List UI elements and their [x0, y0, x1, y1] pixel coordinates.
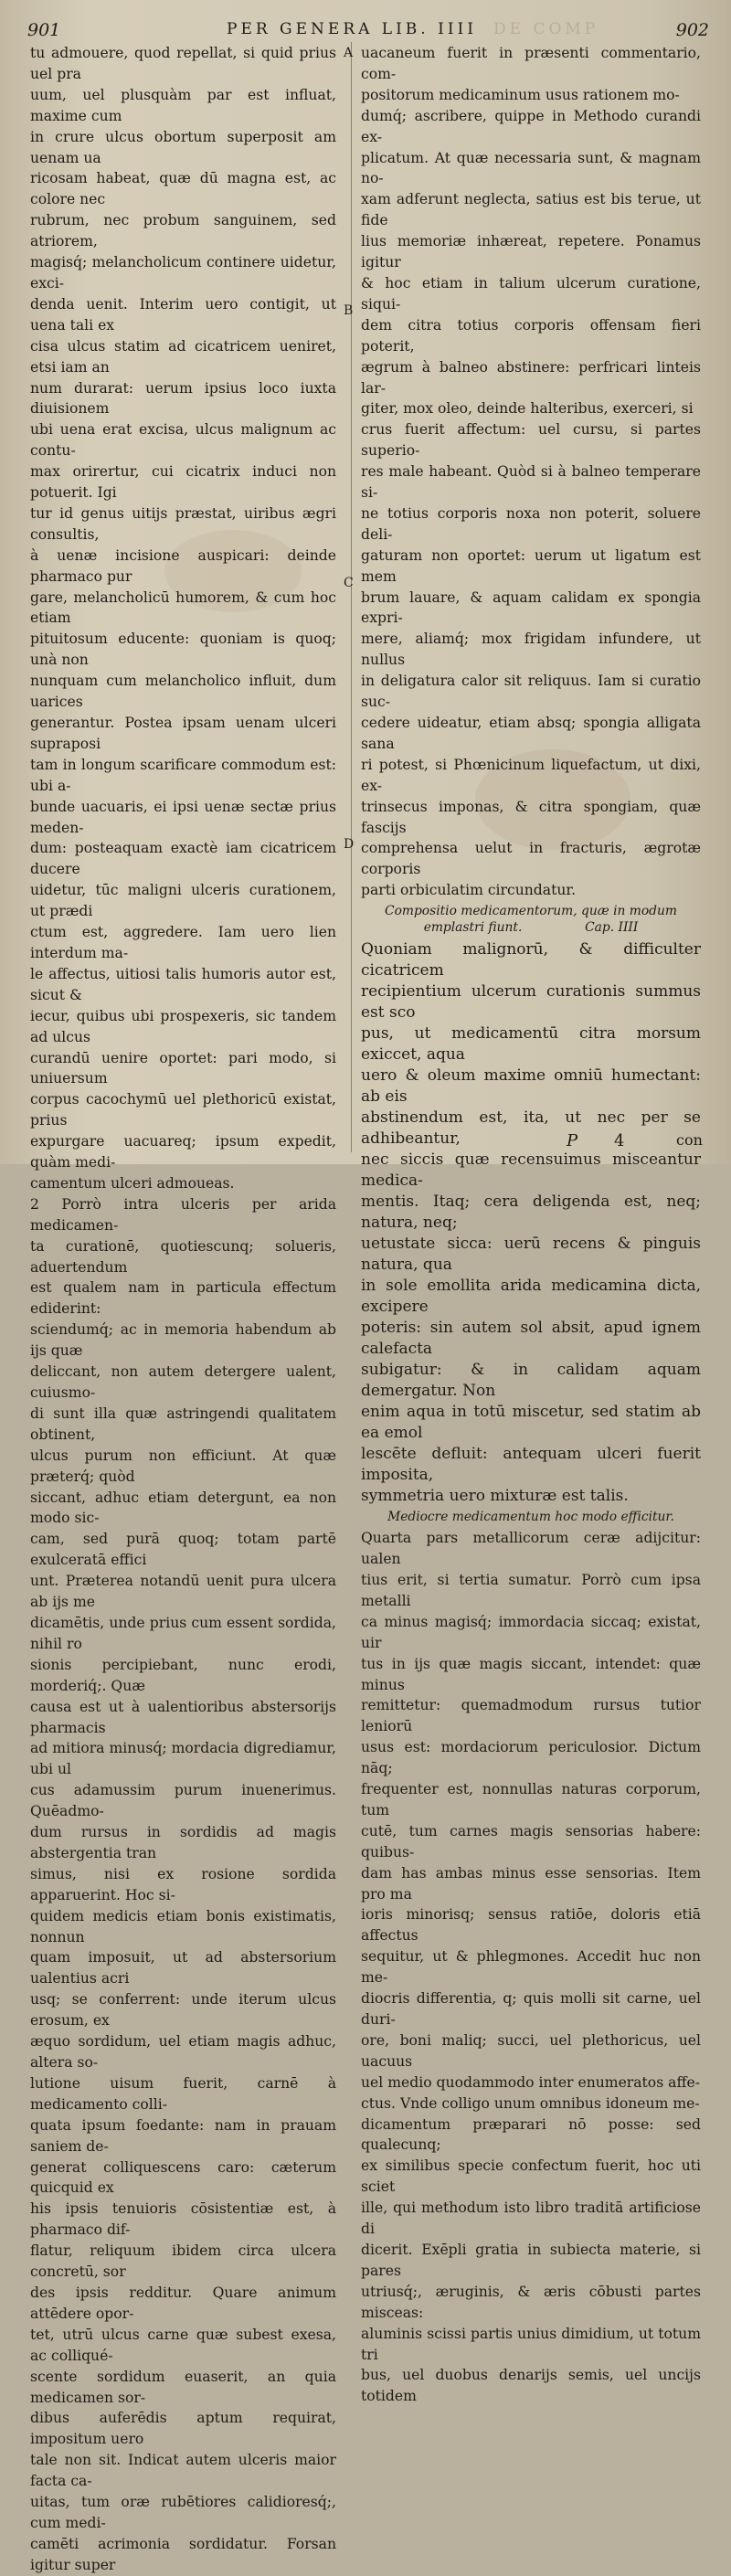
text-line: ex similibus specie confectum fuerit, hoc uti sciet [361, 2157, 701, 2196]
text-line: sciendumq́; ac in memoria habendum ab ijs quæ [30, 1321, 336, 1360]
text-line: & hoc etiam in talium ulcerum curatione, siqui- [361, 274, 701, 313]
text-line: remittetur: quemadmodum rursus tutior leniorū [361, 1697, 701, 1735]
text-line: in crure ulcus obortum superposit am uenam ua [30, 128, 336, 166]
margin-letter-d: D [344, 837, 355, 852]
text-line: nec siccis quæ recensuimus misceantur medica- [361, 1150, 701, 1191]
text-line: ulcus purum non efficiunt. At quæ præterq́; quòd [30, 1447, 336, 1485]
text-line: rubrum, nec probum sanguinem, sed atriorem, [30, 212, 336, 250]
right-bottom-text [361, 1528, 701, 2407]
text-line: crus fuerit affectum: uel cursu, si partes superio- [361, 421, 701, 460]
text-line: ioris minorisq; sensus ratiōe, doloris etiā affectus [361, 1906, 701, 1945]
text-line: bunde uacuaris, ei ipsi uenæ sectæ prius meden- [30, 798, 336, 836]
signature-number: 4 [614, 1131, 625, 1150]
bleed-through-text: DE COMP [493, 20, 599, 38]
text-line: uero & oleum maxime omniū humectant: ab eis [361, 1066, 701, 1107]
text-line: ore, boni maliq; succi, uel plethoricus, uel uacuus [361, 2031, 701, 2070]
text-line: plicatum. At quæ necessaria sunt, & magnam no- [361, 149, 701, 187]
text-line: dem citra totius corporis offensam fieri poterit, [361, 316, 701, 355]
text-line: tur id genus uitijs præstat, uiribus ægri consultis, [30, 504, 336, 543]
text-line: uacaneum fuerit in præsenti commentario, com- [361, 45, 701, 82]
text-line: gare, melancholicū humorem, & cum hoc etiam [30, 588, 336, 627]
text-line: dibus auferēdis aptum requirat, impositum uero [30, 2410, 336, 2448]
text-line: pus, ut medicamentū citra morsum exiccet, aqua [361, 1024, 701, 1065]
text-line: mentis. Itaq; cera deligenda est, neq; natura, neq; [361, 1193, 701, 1233]
text-line: flatur, reliquum ibidem circa ulcera concretū, sor [30, 2242, 336, 2281]
text-line: giter, mox oleo, deinde halteribus, exerceri, si [361, 400, 694, 418]
text-line: cutē, tum carnes magis sensorias habere: quibus- [361, 1822, 701, 1860]
right-top-text [361, 43, 701, 901]
text-line: lutione uisum fuerit, carnē à medicamento colli- [30, 2074, 336, 2113]
folio-number-right: 902 [675, 20, 709, 40]
text-line: cus adamussim purum inuenerimus. Quēadmo- [30, 1782, 336, 1820]
chapter-heading-line: Compositio medicamentorum, quæ in modum [385, 904, 677, 919]
text-line: xam adferunt neglecta, satius est bis terue, ut fide [361, 191, 701, 229]
margin-letter-a: A [344, 46, 354, 60]
text-line: sionis percipiebant, nunc erodi, morderiq́;. Quæ [30, 1656, 336, 1694]
text-line: usq; se conferrent: unde iterum ulcus erosum, ex [30, 1991, 336, 2030]
chapter-heading [361, 903, 701, 936]
text-line: ne totius corporis noxa non poterit, soluere deli- [361, 504, 701, 543]
text-line: siccant, adhuc etiam detergunt, ea non modo sic- [30, 1489, 336, 1527]
text-line: ri potest, si Phœnicinum liquefactum, ut dixi, ex- [361, 756, 701, 794]
text-line: cam, sed purā quoq; totam partē exulceratā effici [30, 1531, 336, 1569]
right-text-column [361, 43, 701, 2405]
text-line: brum lauare, & aquam calidam ex spongia expri- [361, 588, 701, 627]
text-line: parti orbiculatim circundatur. [361, 882, 577, 899]
text-line: utriusq́;, æruginis, & æris cōbusti partes misceas: [361, 2283, 701, 2321]
text-line: diocris differentia, q; quis molli sit carne, uel duri- [361, 1990, 701, 2028]
text-line: tale non sit. Indicat autem ulceris maior facta ca- [30, 2452, 336, 2490]
text-line: num durarat: uerum ipsius loco iuxta diuisionem [30, 379, 336, 418]
text-line: quidem medicis etiam bonis existimatis, nonnun [30, 1907, 336, 1945]
column-divider [351, 42, 352, 1152]
text-line: uel medio quodammodo inter enumeratos affe- [361, 2073, 701, 2091]
text-line: enim aqua in totū miscetur, sed statim ab ea emol [361, 1403, 701, 1443]
text-line: res male habeant. Quòd si à balneo temperare si- [361, 463, 701, 502]
text-line: dum: posteaquam exactè iam cicatricem ducere [30, 840, 336, 878]
text-line: cedere uideatur, etiam absq; spongia alligata sana [361, 715, 701, 752]
text-line: quam imposuit, ut ad abstersorium ualentius acri [30, 1949, 336, 1988]
text-line: nunquam cum melancholico influit, dum uarices [30, 673, 336, 711]
text-line: magisq́; melancholicum continere uidetur, exci- [30, 254, 336, 292]
text-line: ille, qui methodum isto libro traditā artificiose di [361, 2200, 701, 2238]
text-line: mere, aliamq́; mox frigidam infundere, ut nullus [361, 631, 701, 669]
text-line: dicamētis, unde prius cum essent sordida, nihil ro [30, 1614, 336, 1652]
text-line: comprehensa uelut in fracturis, ægrotæ corporis [361, 840, 701, 878]
text-line: dum rursus in sordidis ad magis abstergentia tran [30, 1824, 336, 1861]
margin-letter-b: B [344, 303, 354, 318]
text-line: di sunt illa quæ astringendi qualitatem obtinent, [30, 1405, 336, 1443]
text-line: le affectus, uitiosi talis humoris autor est, sicut & [30, 965, 336, 1003]
text-line: generantur. Postea ipsam uenam ulceri supraposi [30, 715, 336, 752]
text-line: trinsecus imponas, & citra spongiam, quæ fascijs [361, 798, 701, 836]
text-line: curandū uenire oportet: pari modo, si uniuersum [30, 1049, 336, 1087]
text-line: ricosam habeat, quæ dū magna est, ac colore nec [30, 170, 336, 208]
text-line: usus est: mordaciorum periculosior. Dictum nāq; [361, 1739, 701, 1777]
page-header [0, 20, 731, 42]
text-line: Quoniam malignorū, & difficulter cicatricem [361, 940, 701, 981]
folio-number-left: 901 [27, 20, 61, 40]
text-line: cisa ulcus statim ad cicatricem ueniret, etsi iam an [30, 337, 336, 376]
running-head: PER GENERA LIB. IIII [227, 20, 477, 38]
text-line: simus, nisi ex rosione sordida apparuerint. Hoc si- [30, 1865, 336, 1903]
text-line: uidetur, tūc maligni ulceris curationem, ut prædi [30, 882, 336, 920]
chapter-heading-line [361, 919, 701, 936]
signature-mark: P [567, 1131, 578, 1150]
text-line: ctus. Vnde colligo unum omnibus idoneum me- [361, 2094, 700, 2112]
text-line: tet, utrū ulcus carne quæ subest exesa, ac colliqué- [30, 2326, 336, 2364]
text-line: subigatur: & in calidam aquam demergatur. Non [361, 1361, 701, 1401]
text-line: tius erit, si tertia sumatur. Porrò cum ipsa metalli [361, 1571, 701, 1609]
text-line: uetustate sicca: uerū recens & pinguis natura, qua [361, 1235, 701, 1275]
text-line: lescēte defluit: antequam ulceri fuerit imposita, [361, 1445, 701, 1485]
text-line: causa est ut à ualentioribus abstersorijs pharmacis [30, 1698, 336, 1736]
text-line: aluminis scissi partis unius dimidium, ut totum tri [361, 2325, 701, 2363]
text-line: generat colliquescens caro: cæterum quicquid ex [30, 2158, 336, 2197]
text-line: dicerit. Exēpli gratia in subiecta materie, si pares [361, 2241, 701, 2279]
text-line: ad mitiora minusq́; mordacia digrediamur, ubi ul [30, 1740, 336, 1778]
text-line: dumq́; ascribere, quippe in Methodo curandi ex- [361, 107, 701, 145]
chapter-opening-text [361, 939, 701, 1507]
text-line: frequenter est, nonnullas naturas corporum, tum [361, 1781, 701, 1818]
left-text-column [30, 43, 336, 2573]
text-line: ctum est, aggredere. Iam uero lien interdum ma- [30, 924, 336, 961]
text-line: camentum ulceri admoueas. [30, 1174, 235, 1192]
text-line: ta curationē, quotiescunq; solueris, aduertendum [30, 1237, 336, 1276]
text-line: uitas, tum oræ rubētiores calidioresq́;, cum medi- [30, 2494, 336, 2531]
text-line: uum, uel plusquàm par est influat, maxime cum [30, 86, 336, 124]
text-line: des ipsis redditur. Quare animum attēdere opor- [30, 2284, 336, 2322]
text-line: 2 Porrò intra ulceris per arida medicamen- [30, 1195, 336, 1234]
chapter-heading-text: emplastri fiunt. [423, 920, 523, 936]
text-line: Quarta pars metallicorum ceræ adijcitur: ualen [361, 1530, 701, 1568]
text-line: ca minus magisq́; immordacia siccaq; existat, uir [361, 1613, 701, 1651]
text-line: expurgare uacuareq; ipsum expedit, quàm medi- [30, 1133, 336, 1171]
text-line: corpus cacochymū uel plethoricū existat, prius [30, 1091, 336, 1129]
text-line: tam in longum scarificare commodum est: ubi a- [30, 756, 336, 794]
text-line: recipientium ulcerum curationis summus est sco [361, 982, 701, 1023]
text-line: ubi uena erat excisa, ulcus malignum ac contu- [30, 421, 336, 460]
text-line: abstinendum est, ita, ut nec per se adhibeantur, [361, 1108, 701, 1149]
text-line: denda uenit. Interim uero contigit, ut uena tali ex [30, 295, 336, 334]
text-line: symmetria uero mixturæ est talis. [361, 1487, 629, 1506]
text-line: est qualem nam in particula effectum ediderint: [30, 1279, 336, 1318]
text-line: scente sordidum euaserit, an quia medicamen sor- [30, 2368, 336, 2406]
text-line: dam has ambas minus esse sensorias. Item pro ma [361, 1864, 701, 1903]
text-line: in sole emollita arida medicamina dicta, excipere [361, 1277, 701, 1317]
text-line: positorum medicaminum usus rationem mo- [361, 86, 680, 103]
text-line: à uenæ incisione auspicari: deinde pharmaco pur [30, 546, 336, 585]
text-line: æquo sordidum, uel etiam magis adhuc, altera so- [30, 2033, 336, 2071]
text-line: camēti acrimonia sordidatur. Forsan igitur super [30, 2535, 336, 2573]
text-line: bus, uel duobus denarijs semis, uel uncijs totidem [361, 2367, 701, 2405]
text-line: unt. Præterea notandū uenit pura ulcera ab ijs me [30, 1573, 336, 1611]
text-line: tu admouere, quod repellat, si quid prius uel pra [30, 45, 336, 82]
recipe-subheading: Mediocre medicamentum hoc modo efficitur. [387, 1510, 674, 1525]
text-line: tus in ijs quæ magis siccant, intendet: quæ minus [361, 1655, 701, 1693]
text-line: in deligatura calor sit reliquus. Iam si curatio suc- [361, 673, 701, 711]
text-line: deliccant, non autem detergere ualent, cuiusmo- [30, 1363, 336, 1401]
catchword: con [676, 1131, 703, 1149]
text-line: quata ipsum foedante: nam in prauam saniem de- [30, 2116, 336, 2155]
text-line: max orirertur, cui cicatrix induci non potuerit. Igi [30, 463, 336, 502]
text-line: ægrum à balneo abstinere: perfricari linteis lar- [361, 358, 701, 397]
margin-letter-c: C [344, 576, 354, 590]
text-line: lius memoriæ inhæreat, repetere. Ponamus igitur [361, 233, 701, 271]
text-line: dicamentum præparari nō posse: sed qualecunq; [361, 2115, 701, 2154]
chapter-number: Cap. IIII [585, 920, 639, 936]
text-line: poteris: sin autem sol absit, apud ignem calefacta [361, 1319, 701, 1359]
text-line: his ipsis tenuioris cōsistentiæ est, à pharmaco dif- [30, 2200, 336, 2239]
text-line: sequitur, ut & phlegmones. Accedit huc non me- [361, 1948, 701, 1987]
text-line: pituitosum educente: quoniam is quoq; unà non [30, 631, 336, 669]
text-line: gaturam non oportet: uerum ut ligatum est mem [361, 546, 701, 585]
text-line: iecur, quibus ubi prospexeris, sic tandem ad ulcus [30, 1007, 336, 1045]
